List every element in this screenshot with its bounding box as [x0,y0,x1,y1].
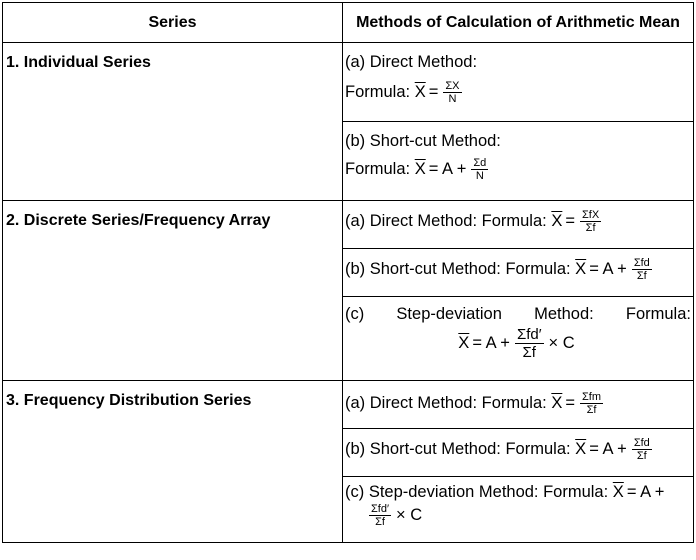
operator: = A + [589,260,627,278]
operator: = A + [589,440,627,458]
operator: = [565,394,575,412]
formula-continuation [345,503,691,528]
numerator: Σfd [633,437,650,449]
fraction [369,503,391,528]
method-cell [343,477,694,543]
numerator: ΣX [445,80,460,92]
table-row [3,201,694,249]
multiplier: × C [548,334,575,352]
operator: = [565,212,575,230]
numerator: Σfd′ [371,503,390,515]
method-cell [343,249,694,297]
method-cell [343,122,694,201]
formula-line [345,483,691,502]
method-label: (c) Step-deviation Method: Formula: [345,483,609,501]
formula-line [345,157,691,182]
multiplier: × C [396,506,423,524]
formula-prefix: Formula: [345,160,411,178]
operator: = A + [428,160,467,178]
method-word: Formula: [625,305,691,323]
xbar-symbol: $\overline{X}$ [414,160,426,178]
fraction [443,80,461,105]
formula-line [345,391,691,416]
formula-prefix: Formula: [345,83,411,101]
header-row [3,3,694,43]
arithmetic-mean-table [2,2,694,543]
xbar-symbol: $\overline{X}$ [575,260,587,278]
numerator: ΣfX [581,209,600,221]
method-cell [343,201,694,249]
method-word: Step-deviation [396,305,502,323]
formula-line [345,80,691,105]
table-row [3,43,694,122]
method-word: Method: [534,305,594,323]
formula-line [345,209,691,234]
fraction [632,437,652,462]
xbar-symbol: $\overline{X}$ [612,483,624,501]
xbar-symbol: $\overline{X}$ [551,212,563,230]
method-label: (a) Direct Method: [345,53,478,71]
xbar-symbol: $\overline{X}$ [551,394,563,412]
series-discrete: 2. Discrete Series/Frequency Array [3,201,343,381]
table-row [3,381,694,429]
formula-line [345,257,691,282]
method-word: (c) [345,305,365,323]
numerator: Σd [473,157,487,169]
fraction [580,209,601,234]
denominator: N [448,93,457,105]
method-cell [343,381,694,429]
denominator: Σf [375,516,385,528]
denominator: Σf [522,344,536,361]
denominator: Σf [586,404,597,416]
xbar-symbol: $\overline{X}$ [414,83,426,101]
method-label: (b) Short-cut Method: Formula: [345,440,571,458]
operator: = [428,83,439,101]
denominator: Σf [636,270,647,282]
fraction [632,257,652,282]
operator: = A + [472,334,510,352]
method-label-justified [345,305,691,324]
numerator: Σfd′ [516,326,542,343]
denominator: N [475,170,484,182]
header-methods: Methods of Calculation of Arithmetic Mean [343,3,694,43]
xbar-symbol: $\overline{X}$ [575,440,587,458]
xbar-symbol: $\overline{X}$ [458,334,470,352]
formula-line [345,326,691,361]
method-label: (b) Short-cut Method: [345,132,501,150]
method-label: (b) Short-cut Method: Formula: [345,260,571,278]
numerator: Σfm [581,391,602,403]
method-label: (a) Direct Method: Formula: [345,212,547,230]
denominator: Σf [585,222,596,234]
fraction [515,326,544,361]
method-label: (a) Direct Method: Formula: [345,394,547,412]
operator: = A + [626,483,665,501]
header-series: Series [3,3,343,43]
numerator: Σfd [633,257,650,269]
method-cell [343,297,694,381]
series-individual: 1. Individual Series [3,43,343,201]
fraction [471,157,488,182]
series-frequency-distribution: 3. Frequency Distribution Series [3,381,343,543]
method-cell [343,429,694,477]
fraction [580,391,603,416]
method-cell [343,43,694,122]
denominator: Σf [636,450,647,462]
formula-line [345,437,691,462]
